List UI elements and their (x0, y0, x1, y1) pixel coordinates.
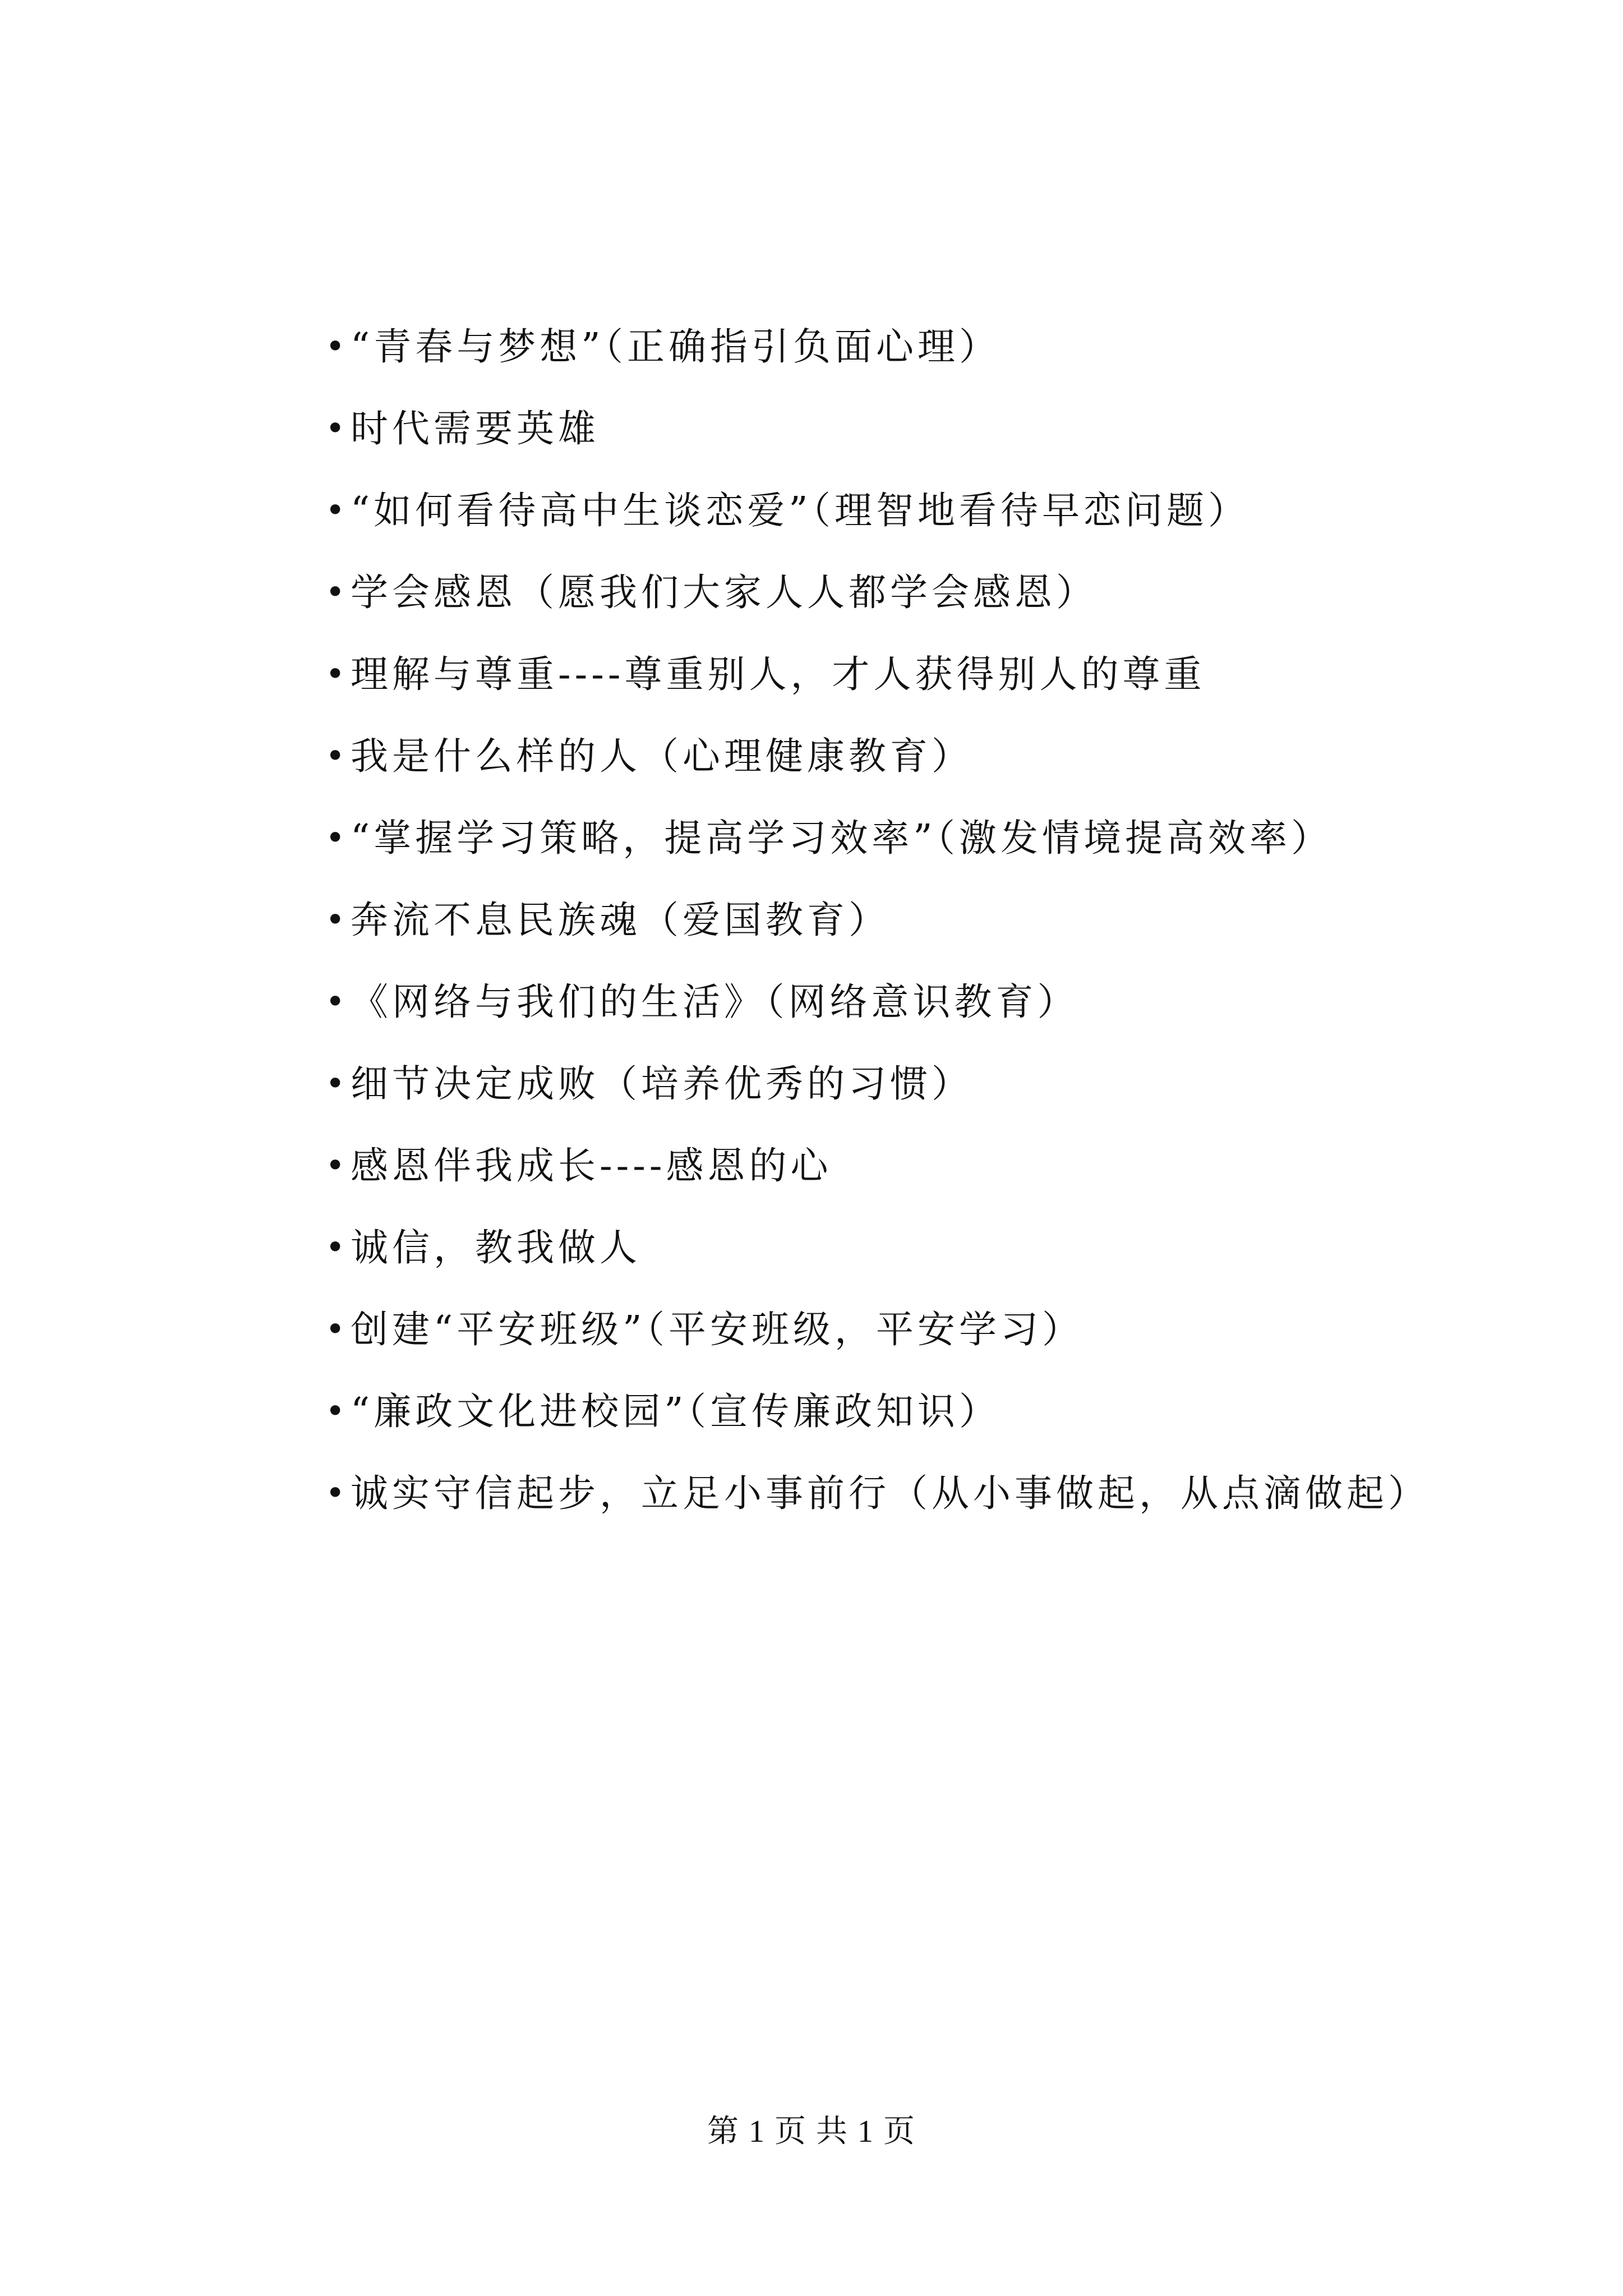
bullet-icon: • (325, 982, 349, 1022)
bullet-icon: • (325, 409, 349, 448)
list-item (314, 1370, 1520, 1452)
list-item-text: 《网络与我们的生活》（网络意识教育） (351, 980, 1079, 1024)
bullet-icon: • (325, 1146, 349, 1185)
bullet-icon: • (325, 655, 349, 694)
topic-list (314, 306, 1520, 1534)
list-item-text: 我是什么样的人（心理健康教育） (351, 734, 973, 778)
page-number-footer: 第 1 页 共 1 页 (707, 2114, 916, 2149)
bullet-icon: • (325, 1228, 349, 1267)
list-item (314, 306, 1520, 388)
list-item (314, 551, 1520, 633)
list-item (314, 715, 1520, 797)
list-item-text: 感恩伴我成长----感恩的心 (351, 1144, 832, 1188)
list-item-text: 学会感恩（愿我们大家人人都学会感恩） (351, 570, 1098, 614)
bullet-icon: • (325, 900, 349, 940)
list-item (314, 1452, 1520, 1534)
list-item-text: 创建“平安班级”（平安班级，平安学习） (351, 1308, 1084, 1351)
list-item-text: 诚实守信起步，立足小事前行（从小事做起，从点滴做起） (351, 1471, 1430, 1515)
bullet-icon: • (325, 573, 349, 612)
list-item (314, 1289, 1520, 1370)
list-item-text: 理解与尊重----尊重别人，才人获得别人的尊重 (351, 652, 1206, 696)
bullet-icon: • (325, 327, 349, 366)
list-item-text: 诚信，教我做人 (351, 1226, 641, 1269)
bullet-icon: • (325, 1474, 349, 1513)
list-item (314, 1207, 1520, 1289)
list-item (314, 633, 1520, 715)
list-item (314, 961, 1520, 1043)
list-item-text: “青春与梦想”（正确指引负面心理） (351, 325, 1001, 369)
bullet-icon: • (325, 1064, 349, 1103)
bullet-icon: • (325, 1392, 349, 1431)
list-item (314, 1125, 1520, 1207)
list-item (314, 470, 1520, 551)
list-item-text: 奔流不息民族魂（爱国教育） (351, 898, 890, 942)
list-item (314, 1043, 1520, 1125)
bullet-icon: • (325, 737, 349, 776)
list-item-text: “掌握学习策略，提高学习效率”（激发情境提高效率） (351, 816, 1333, 860)
bullet-icon: • (325, 1310, 349, 1349)
list-item-text: “如何看待高中生谈恋爱”（理智地看待早恋问题） (351, 489, 1250, 532)
list-item-text: “廉政文化进校园”（宣传廉政知识） (351, 1389, 1001, 1433)
list-item (314, 879, 1520, 961)
list-item-text: 时代需要英雄 (351, 407, 600, 450)
list-item-text: 细节决定成败（培养优秀的习惯） (351, 1062, 973, 1106)
list-item (314, 797, 1520, 879)
bullet-icon: • (325, 491, 349, 530)
bullet-icon: • (325, 818, 349, 858)
list-item (314, 388, 1520, 470)
